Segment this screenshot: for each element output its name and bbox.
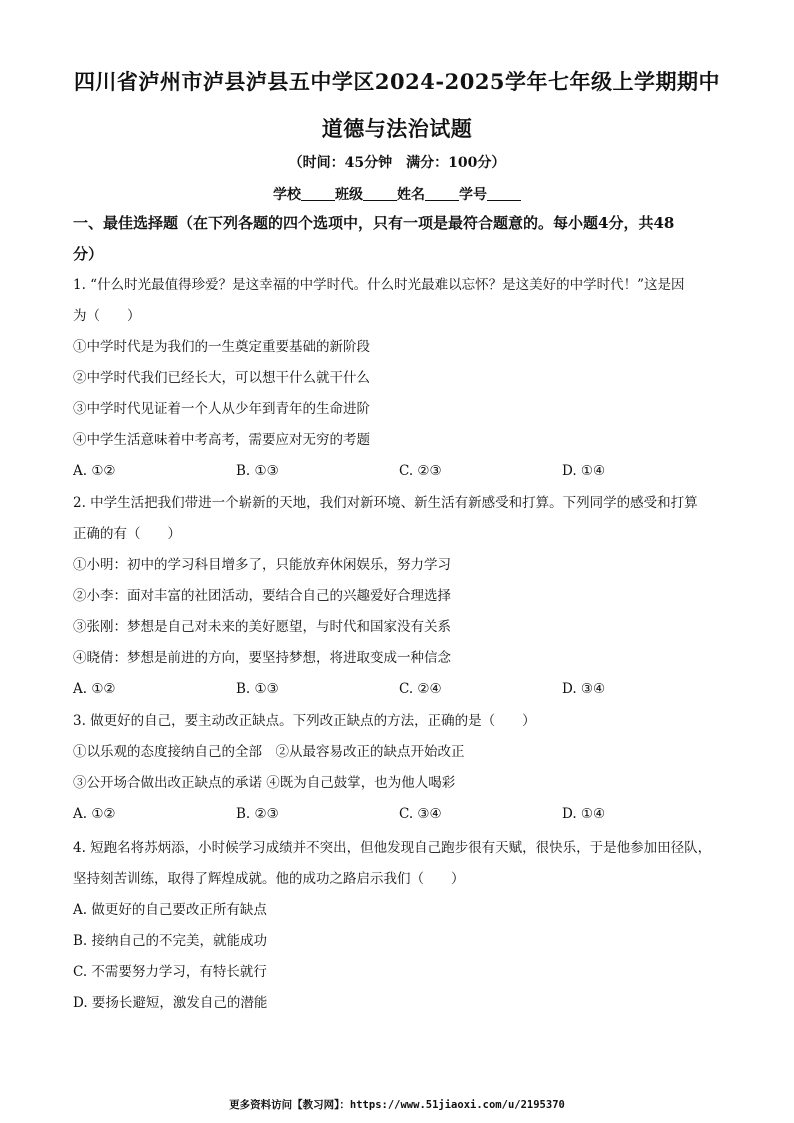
question-item: ①以乐观的态度接纳自己的全部 ②从最容易改正的缺点开始改正 (73, 744, 465, 760)
section-heading-line1: 一、最佳选择题（在下列各题的四个选项中，只有一项是最符合题意的。每小题4分，共48 (73, 214, 675, 232)
option-a[interactable]: A. ①② (73, 806, 116, 822)
option-a[interactable]: A. 做更好的自己要改正所有缺点 (73, 902, 267, 918)
option-a[interactable]: A. ①② (73, 463, 116, 479)
option-b[interactable]: B. 接纳自己的不完美，就能成功 (73, 933, 268, 949)
option-b[interactable]: B. ②③ (236, 806, 279, 822)
question-item: ①中学时代是为我们的一生奠定重要基础的新阶段 (73, 339, 370, 355)
question-item: ③中学时代见证着一个人从少年到青年的生命进阶 (73, 401, 370, 417)
student-info-fields (0, 184, 794, 204)
option-c[interactable]: C. 不需要努力学习，有特长就行 (73, 964, 267, 980)
section-heading (73, 208, 733, 270)
answer-options (73, 674, 733, 705)
question-stem-line: 4. 短跑名将苏炳添，小时候学习成绩并不突出，但他发现自己跑步很有天赋，很快乐，于是他参加田径队， (73, 840, 712, 856)
question-2 (73, 488, 733, 705)
field-school-label: 学校 (273, 187, 301, 203)
question-1 (73, 270, 733, 487)
answer-options (73, 456, 733, 487)
option-c[interactable]: C. ③④ (399, 806, 442, 822)
option-d[interactable]: D. ①④ (562, 806, 606, 822)
field-number-label: 学号 (459, 187, 487, 203)
option-b[interactable]: B. ①③ (236, 681, 279, 697)
field-class-label: 班级 (335, 187, 363, 203)
question-item: ①小明：初中的学习科目增多了，只能放弃休闲娱乐，努力学习 (73, 557, 451, 573)
question-item: ④中学生活意味着中考高考，需要应对无穷的考题 (73, 432, 370, 448)
answer-options (73, 799, 733, 830)
field-name-label: 姓名 (397, 187, 425, 203)
question-item: ②中学时代我们已经长大，可以想干什么就干什么 (73, 370, 370, 386)
question-stem-line: 2. 中学生活把我们带进一个崭新的天地，我们对新环境、新生活有新感受和打算。下列同学的感受和打算 (73, 495, 698, 511)
field-school-blank[interactable] (301, 186, 335, 201)
question-stem-line: 3. 做更好的自己，要主动改正缺点。下列改正缺点的方法，正确的是（ ） (73, 713, 536, 729)
question-stem-line: 正确的有（ ） (73, 526, 181, 542)
question-item: ④晓倩：梦想是前进的方向，要坚持梦想，将进取变成一种信念 (73, 650, 451, 666)
option-a[interactable]: A. ①② (73, 681, 116, 697)
field-number-blank[interactable] (487, 186, 521, 201)
option-d[interactable]: D. ③④ (562, 681, 606, 697)
option-b[interactable]: B. ①③ (236, 463, 279, 479)
option-d[interactable]: D. 要扬长避短，激发自己的潜能 (73, 995, 268, 1011)
exam-time-info: （时间：45分钟 满分：100分） (288, 155, 506, 171)
exam-title-line1: 四川省泸州市泸县泸县五中学区2024-2025学年七年级上学期期中 (73, 69, 721, 94)
field-class-blank[interactable] (363, 186, 397, 201)
question-3 (73, 706, 733, 830)
question-item: ②小李：面对丰富的社团活动，要结合自己的兴趣爱好合理选择 (73, 588, 451, 604)
question-item: ③张刚：梦想是自己对未来的美好愿望，与时代和国家没有关系 (73, 619, 451, 635)
option-c[interactable]: C. ②④ (399, 681, 442, 697)
footer-link[interactable]: 更多资料访问【教习网】：https://www.51jiaoxi.com/u/2195370 (229, 1099, 565, 1111)
question-stem-line: 1. “什么时光最值得珍爱？是这幸福的中学时代。什么时光最难以忘怀？是这美好的中学时代！”这是因 (73, 277, 685, 293)
question-stem-line: 坚持刻苦训练，取得了辉煌成就。他的成功之路启示我们（ ） (73, 871, 465, 887)
field-name-blank[interactable] (425, 186, 459, 201)
option-c[interactable]: C. ②③ (399, 463, 442, 479)
section-heading-line2: 分） (73, 245, 104, 263)
exam-title-line2: 道德与法治试题 (321, 116, 473, 141)
question-4 (73, 833, 733, 1019)
option-d[interactable]: D. ①④ (562, 463, 606, 479)
question-stem-line: 为（ ） (73, 308, 141, 324)
question-item: ③公开场合做出改正缺点的承诺 ④既为自己鼓掌，也为他人喝彩 (73, 775, 456, 791)
